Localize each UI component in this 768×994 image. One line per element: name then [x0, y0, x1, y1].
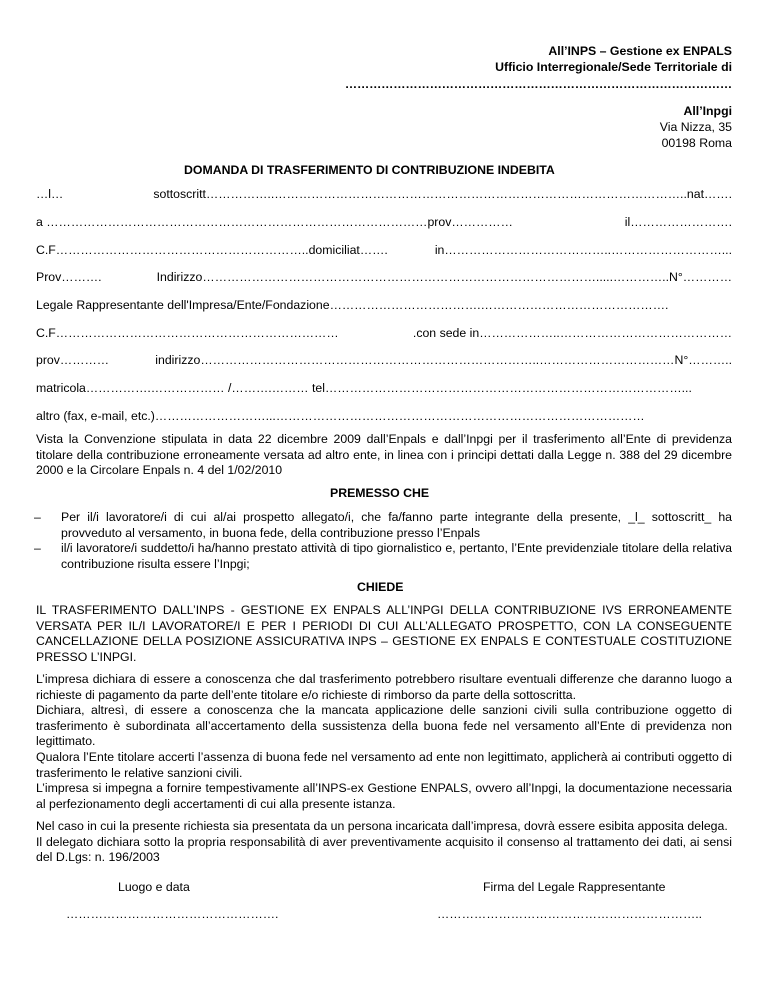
- field-company-tax-code[interactable]: C.F……………………………………………………………: [36, 326, 339, 340]
- field-other-contacts[interactable]: altro (fax, e-mail, etc.)………………………...………………………………………………………………………………: [36, 409, 645, 423]
- premesso-heading: PREMESSO CHE: [330, 486, 430, 500]
- header-line-inps: All’INPS – Gestione ex ENPALS: [548, 44, 732, 58]
- delegate-paragraph: Nel caso in cui la presente richiesta sia presentata da un persona incaricata dall’impresa, dovrà essere esibita apposita delega.: [36, 819, 728, 833]
- field-birthplace[interactable]: a …………………………………………………………………………………prov……………: [36, 215, 513, 229]
- premise-item: – il/i lavoratore/i suddetto/i ha/hanno prestato attività di tipo giornalistico e, pertanto, l’Ente previdenziale titolare della relativa contribuzione risulta essere l’Inpgi;: [34, 541, 732, 572]
- field-province[interactable]: Prov……….: [36, 270, 102, 284]
- field-address[interactable]: Indirizzo…………………………………………………………………………………….....…………..N°…………: [156, 270, 732, 284]
- premises-list: [34, 510, 732, 572]
- field-signer-name[interactable]: sottoscritt……………..………………………………………………………………………………………..nat…….: [153, 187, 732, 201]
- chiede-heading: CHIEDE: [357, 580, 404, 594]
- header-address-street: Via Nizza, 35: [659, 120, 732, 134]
- signature-field[interactable]: ………………………………………………………..: [437, 907, 703, 921]
- declaration-paragraph: Qualora l’Ente titolare accerti l’assenza di buona fede nel versamento ad ente non legittimato, applicherà ai contributi oggetto di trasferimento le relative sanzioni civili.: [36, 749, 732, 780]
- premise-item: – Per il/i lavoratore/i di cui al/ai prospetto allegato/i, che fa/fanno parte integrante della presente, _l_ sottoscritt_ ha provveduto al versamento, in buona fede, della contribuzione presso l’Enpals: [34, 510, 732, 541]
- header-office-dots: ……………………………………………………………………………………: [344, 77, 732, 91]
- document-title: DOMANDA DI TRASFERIMENTO DI CONTRIBUZIONE INDEBITA: [184, 163, 555, 177]
- field-domicile[interactable]: in…………………………………..………………………...: [434, 243, 732, 257]
- header-line-office: Ufficio Interregionale/Sede Territoriale di: [495, 60, 732, 74]
- field-tax-code[interactable]: C.F……………………………………………………..domiciliat…….: [36, 243, 388, 257]
- field-birthdate[interactable]: il…………………….: [624, 215, 732, 229]
- chiede-text: IL TRASFERIMENTO DALL’INPS - GESTIONE EX ENPALS ALL’INPGI DELLA CONTRIBUZIONE IVS ERRONEAMENTE VERSATA PER IL/I LAVORATORE/I E PER I PERIODI DI CUI ALL’ALLEGATO PROSPETTO, CON LA CONSEGUENTE CANCELLAZIONE DELLA POSIZIONE ASSICURATIVA INPS – GESTIONE EX ENPALS E CONTESTUALE COSTITUZIONE PRESSO L’INPGI.: [36, 603, 732, 664]
- field-company-province[interactable]: prov…………: [36, 353, 110, 367]
- vista-paragraph: Vista la Convenzione stipulata in data 22 dicembre 2009 dall’Enpals e dall’Inpgi per il trasferimento all’Ente di previdenza titolare della contribuzione erroneamente versata ad altro ente, in linea con i principi dettati dalla Legge n. 388 del 29 dicembre 2000 e la Circolare Enpals n. 4 del 1/02/2010: [36, 432, 732, 478]
- declaration-paragraph: L’impresa si impegna a fornire tempestivamente all’INPS-ex Gestione ENPALS, ovvero all’Inpgi, la documentazione necessaria al perfezionamento degli accertamenti di cui alla presente istanza.: [36, 781, 732, 811]
- delegate-block: [36, 819, 732, 866]
- header-recipient: All’Inpgi: [683, 104, 732, 118]
- header-address-city: 00198 Roma: [661, 136, 732, 150]
- field-gender-prefix[interactable]: …l…: [36, 187, 64, 201]
- place-date-field[interactable]: …………………………………………….: [66, 907, 279, 921]
- signature-label: Firma del Legale Rappresentante: [483, 880, 666, 894]
- place-date-label: Luogo e data: [118, 880, 190, 894]
- field-registration-number[interactable]: matricola…………….……………… /……….……… tel……………………………………………………………………………...: [36, 381, 692, 395]
- declaration-paragraph: L’impresa dichiara di essere a conoscenza che dal trasferimento potrebbero risultare eventuali differenze che daranno luogo a richieste di pagamento da parte dell’ente titolare e/o richieste di rimborso da parte della sottoscritta.: [36, 672, 732, 702]
- delegate-paragraph: Il delegato dichiara sotto la propria responsabilità di aver preventivamente acquisito il consenso al trattamento dei dati, ai sensi del D.Lgs: n. 196/2003: [36, 834, 732, 865]
- field-company-seat[interactable]: .con sede in………………..……………………………………: [412, 326, 732, 340]
- field-legal-representative[interactable]: Legale Rappresentante dell'Impresa/Ente/Fondazione……………………………….……………………………………….: [36, 298, 669, 312]
- declaration-block: [36, 672, 732, 812]
- field-company-address[interactable]: indirizzo………………………………………………………………………..……………………………N°………..: [155, 353, 732, 367]
- declaration-paragraph: Dichiara, altresì, di essere a conoscenza che la mancata applicazione delle sanzioni civili sulla contribuzione oggetto di trasferimento è subordinata all’accertamento della sussistenza della buona fede nel versamento all’Ente di previdenza non legittimato.: [36, 703, 732, 749]
